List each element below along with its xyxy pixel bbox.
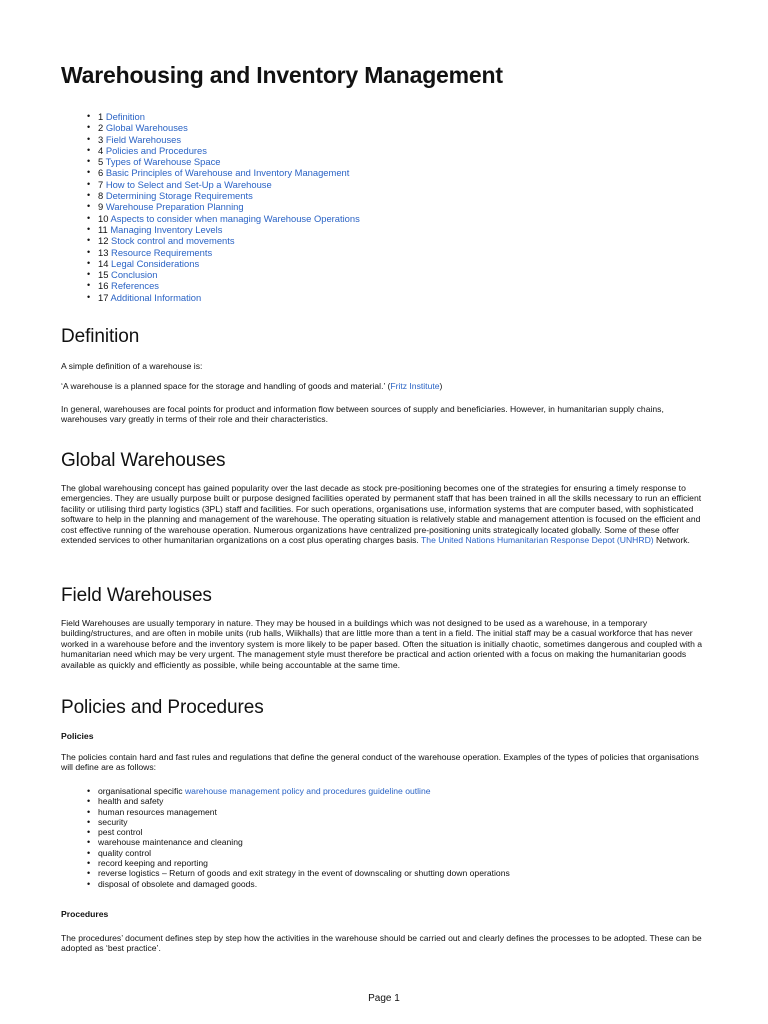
paragraph: A simple definition of a warehouse is:: [61, 361, 203, 371]
toc-link[interactable]: Resource Requirements: [111, 246, 213, 258]
list-item: • reverse logistics – Return of goods and exit strategy in the event of downscaling or shutting down operations: [87, 868, 510, 878]
toc-item: • 3 Field Warehouses: [87, 134, 360, 145]
unhrd-link[interactable]: The United Nations Humanitarian Response Depot (UNHRD): [421, 535, 654, 546]
toc-item: • 8 Determining Storage Requirements: [87, 190, 360, 201]
toc-item: • 10 Aspects to consider when managing Warehouse Operations: [87, 213, 360, 224]
toc-link[interactable]: References: [111, 280, 159, 292]
toc-link[interactable]: Basic Principles of Warehouse and Inventory Management: [105, 167, 350, 179]
toc-item: • 4 Policies and Procedures: [87, 145, 360, 156]
page-number: Page 1: [368, 993, 400, 1004]
toc-link[interactable]: Managing Inventory Levels: [110, 223, 223, 235]
toc-item: • 14 Legal Considerations: [87, 258, 360, 269]
toc-link[interactable]: Policies and Procedures: [105, 144, 207, 156]
toc-link[interactable]: Legal Considerations: [111, 257, 200, 269]
list-item: • quality control: [87, 848, 510, 858]
list-item: • human resources management: [87, 807, 510, 817]
list-item: • organisational specific warehouse management policy and procedures guideline outline: [87, 786, 510, 796]
policy-guideline-link[interactable]: warehouse management policy and procedures guideline outline: [184, 786, 431, 796]
toc-item: • 16 References: [87, 280, 360, 291]
list-item: • warehouse maintenance and cleaning: [87, 837, 510, 847]
toc-item: • 1 Definition: [87, 111, 360, 122]
toc-link[interactable]: How to Select and Set-Up a Warehouse: [105, 178, 272, 190]
toc-item: • 12 Stock control and movements: [87, 235, 360, 246]
toc-link[interactable]: Warehouse Preparation Planning: [105, 201, 244, 213]
paragraph: Field Warehouses are usually temporary in nature. They may be housed in a buildings which was not designed to be used as a warehouse, in a temporary building/structures, and are often in mobile units (rub halls, Wiikhalls) that are little more than a tent in a field. The initial staff may be a casual workforce that has never worked in a warehouse before and the inventory system is more likely to be paper based. Often the situation is initially chaotic, sometimes dangerous and coupled with a humanitarian need which may be very urgent. The management style must therefore be practical and action oriented with a focus on making the humanitarian goods available as quickly and efficiently as possible, while being accountable at the same time.: [61, 618, 703, 670]
toc-item: • 11 Managing Inventory Levels: [87, 224, 360, 235]
section-heading-field-warehouses: Field Warehouses: [61, 585, 212, 606]
list-item: • security: [87, 817, 510, 827]
toc-link[interactable]: Stock control and movements: [111, 235, 235, 247]
paragraph: In general, warehouses are focal points for product and information flow between sources of supply and beneficiaries. However, in humanitarian supply chains, warehouses vary greatly in terms of their role and their characteristics.: [61, 404, 664, 425]
toc-link[interactable]: Additional Information: [110, 291, 202, 303]
list-item: • pest control: [87, 827, 510, 837]
toc-link[interactable]: Types of Warehouse Space: [105, 156, 221, 168]
paragraph-quote: ‘A warehouse is a planned space for the storage and handling of goods and material.’ (Fritz Institute): [61, 381, 443, 391]
policies-list: [87, 786, 510, 889]
subheading-policies: Policies: [61, 731, 94, 741]
toc-item: • 5 Types of Warehouse Space: [87, 156, 360, 167]
list-item: • record keeping and reporting: [87, 858, 510, 868]
toc-link[interactable]: Conclusion: [111, 269, 158, 281]
toc-item: • 13 Resource Requirements: [87, 247, 360, 258]
page-title: Warehousing and Inventory Management: [61, 62, 503, 88]
fritz-institute-link[interactable]: Fritz Institute: [390, 381, 440, 391]
toc-link[interactable]: Global Warehouses: [105, 122, 188, 134]
toc-item: • 17 Additional Information: [87, 292, 360, 303]
paragraph: The procedures’ document defines step by step how the activities in the warehouse should be carried out and clearly defines the processes to be adopted. These can be adopted as ‘best practice’.: [61, 933, 702, 954]
section-heading-global-warehouses: Global Warehouses: [61, 450, 226, 471]
toc-item: • 15 Conclusion: [87, 269, 360, 280]
toc-item: • 2 Global Warehouses: [87, 122, 360, 133]
table-of-contents: [87, 111, 360, 303]
list-item: • health and safety: [87, 796, 510, 806]
toc-item: • 7 How to Select and Set-Up a Warehouse: [87, 179, 360, 190]
toc-link[interactable]: Determining Storage Requirements: [105, 190, 253, 202]
subheading-procedures: Procedures: [61, 909, 109, 919]
toc-link[interactable]: Field Warehouses: [105, 133, 182, 145]
paragraph: The policies contain hard and fast rules and regulations that define the general conduct of the warehouse operation. Examples of the types of policies that organisations will define are as follows:: [61, 752, 699, 773]
toc-item: • 9 Warehouse Preparation Planning: [87, 201, 360, 212]
paragraph: The global warehousing concept has gained popularity over the last decade as stock pre-positioning becomes one of the strategies for ensuring a timely response to emergencies. They are usually purpose built or purpose designed facilities operated by permanent staff that has been trained in all the skills necessary to run an efficient facility or utilising third party logistics (3PL) staff and facilities. For such operations, organisations use, information systems that are computer based, with sophisticated software to help in the planning and management of the warehouse. The operating situation is relatively stable and management attention is focused on the efficient and cost effective running of the warehouse operation. Numerous organizations have centralized pre-positioning units strategically located globally. Some of these offer extended services to other humanitarian organizations on a cost plus operating charges basis. The United Nations Humanitarian Response Depot (UNHRD) Network.: [61, 483, 702, 546]
list-item: • disposal of obsolete and damaged goods.: [87, 879, 510, 889]
section-heading-definition: Definition: [61, 326, 140, 347]
toc-item: • 6 Basic Principles of Warehouse and Inventory Management: [87, 167, 360, 178]
toc-link[interactable]: Definition: [105, 111, 145, 122]
toc-link[interactable]: Aspects to consider when managing Warehouse Operations: [110, 212, 360, 224]
section-heading-policies-and-procedures: Policies and Procedures: [61, 697, 264, 718]
